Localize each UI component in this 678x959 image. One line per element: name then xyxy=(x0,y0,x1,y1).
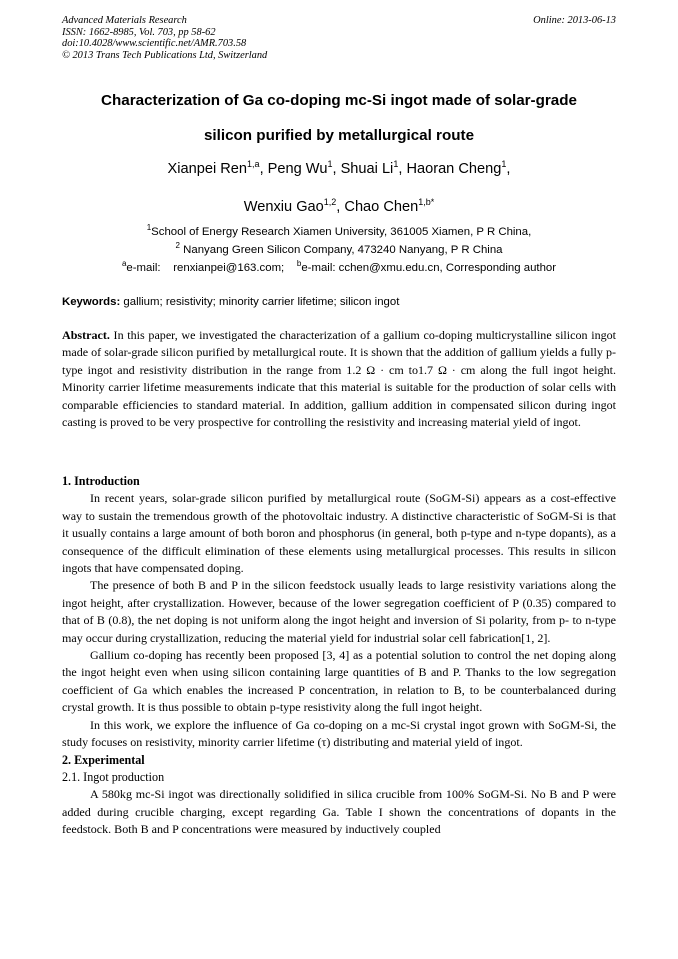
affiliation-text: Nanyang Green Silicon Company, 473240 Nanyang, P R China xyxy=(183,243,503,256)
author-affil-sup: 1,b* xyxy=(418,197,435,207)
author-name: Chao Chen xyxy=(344,198,419,215)
keywords-label: Keywords: xyxy=(62,296,121,308)
author-affil-sup: 1 xyxy=(327,159,333,169)
paragraph: Gallium co-doping has recently been proposed [3, 4] as a potential solution to control the net doping along the ingot height even when using silicon containing large quantities of B and P. Thanks to the low segregation coefficient of Ga which enables the increased P concentration, in relation to B, to be counterbalanced during crystal growth. It is thus possible to obtain p-type resistivity along the full ingot height. xyxy=(62,648,616,715)
author-list-line-2: Wenxiu Gao$^{1,2}$, Chao Chen$^{1,b*}$ xyxy=(243,197,435,215)
paper-title-line-1: Characterization of Ga co-doping mc-Si ingot made of solar-grade xyxy=(101,92,577,109)
journal-header xyxy=(62,15,267,61)
email-b: e-mail: cchen@xmu.edu.cn, Corresponding author xyxy=(301,261,557,274)
author-name: Xianpei Ren xyxy=(167,160,248,177)
issn-line: ISSN: 1662-8985, Vol. 703, pp 58-62 xyxy=(62,26,216,38)
affiliation-text: School of Energy Research Xiamen University, 361005 Xiamen, P R China, xyxy=(151,225,532,238)
abstract xyxy=(62,327,616,431)
journal-name: Advanced Materials Research xyxy=(62,15,187,26)
author-affil-sup: 1,2 xyxy=(323,197,337,207)
author-name: Haoran Cheng xyxy=(406,160,502,177)
author-affil-sup: 1,a xyxy=(247,159,260,169)
email-sup: b xyxy=(296,259,302,268)
paragraph: In this work, we explore the influence of Ga co-doping on a mc-Si crystal ingot grown with SoGM-Si, the study focuses on resistivity, minority carrier lifetime (τ) distributing and material yield of ingot. xyxy=(62,717,616,750)
keywords-text: gallium; resistivity; minority carrier lifetime; silicon ingot xyxy=(120,296,400,308)
author-name: Peng Wu xyxy=(267,160,328,177)
author-name: Shuai Li xyxy=(340,160,394,177)
paper-title-line-2: silicon purified by metallurgical route xyxy=(203,127,475,144)
email-sup: a xyxy=(121,259,127,268)
affiliation-sup: 2 xyxy=(175,241,180,250)
affiliation-1 xyxy=(62,223,616,238)
affiliation-2 xyxy=(62,241,616,256)
abstract-text: In this paper, we investigated the characterization of a gallium co-doping multicrystalline silicon ingot made of solar-grade silicon purified by metallurgical route. It is shown that the addition of gallium yields a fully p-type ingot and resistivity distribution in the range from 1.2 Ω · cm to1.7 Ω · cm along the full ingot height. Minority carrier lifetime measurements indicate that this material is suitable for the production of solar cells with comparable efficiencies to standard material. In addition, gallium addition in compensated silicon during ingot casting is proved to be very prospective for controlling the resistivity and increasing material yield of ingot. xyxy=(62,328,616,430)
doi-line: doi:10.4028/www.scientific.net/AMR.703.58 xyxy=(62,38,247,50)
subsection-heading: 2.1. Ingot production xyxy=(62,769,165,784)
email-a: e-mail: renxianpei@163.com; xyxy=(126,261,285,274)
copyright-line: © 2013 Trans Tech Publications Ltd, Switzerland xyxy=(62,49,268,61)
author-list-line-1: Xianpei Ren$^{1,a}$, Peng Wu$^1$, Shuai Li$^1$, Haoran Cheng$^1$, xyxy=(167,159,511,177)
author-affil-sup: 1 xyxy=(501,159,507,169)
paragraph: In recent years, solar-grade silicon purified by metallurgical route (SoGM-Si) appears as a cost-effective way to sustain the tremendous growth of the photovoltaic industry. A distinctive characteristic of SoGM-Si is that it usually contains a large amount of both boron and phosphorus (in general, both p-type and n-type dopants), as a consequence of the difficult elimination of these elements using metallurgical processes. This results in silicon ingots that have compensated doping. xyxy=(62,491,616,576)
affiliation-sup: 1 xyxy=(146,223,152,232)
abstract-label: Abstract. xyxy=(62,328,110,342)
paragraph: A 580kg mc-Si ingot was directionally solidified in silica crucible from 100% SoGM-Si. No B and P were added during crucible charging, except regarding Ga. Table I shown the concentrations of dopants in the feedstock. Both B and P concentrations were measured by inductively coupled xyxy=(62,787,616,837)
author-emails xyxy=(62,259,616,274)
section-heading: 2. Experimental xyxy=(62,752,145,767)
paragraph: The presence of both B and P in the silicon feedstock usually leads to large resistivity variations along the ingot height, after crystallization. However, because of the lower segregation coefficient of P (0.35) compared to that of B (0.8), the net doping is not uniform along the ingot height and inversion of Si polarity, from p- to n-type may occur during crystallization, reducing the material yield for industrial solar cell fabrication[1, 2]. xyxy=(62,578,616,645)
online-date: Online: 2013-06-13 xyxy=(533,15,616,26)
keywords xyxy=(62,296,616,308)
section-introduction xyxy=(62,473,616,839)
section-heading: 1. Introduction xyxy=(62,474,140,488)
author-affil-sup: 1 xyxy=(393,159,399,169)
author-name: Wenxiu Gao xyxy=(243,198,324,215)
